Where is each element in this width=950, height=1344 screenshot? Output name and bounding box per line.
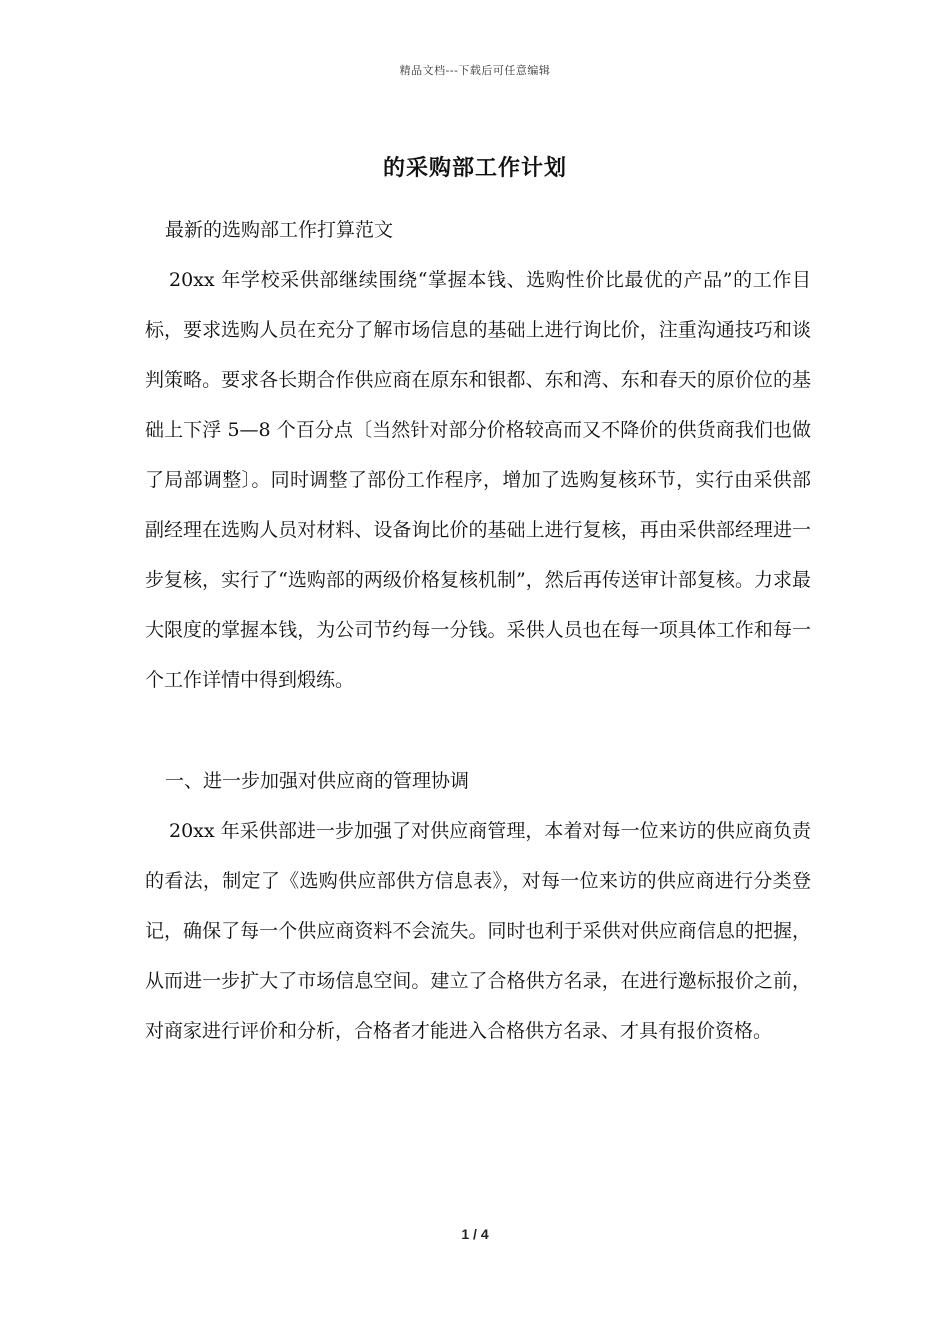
- page-number: 1 / 4: [461, 1226, 489, 1242]
- body-paragraph: 20xx 年采供部进一步加强了对供应商管理，本着对每一位来访的供应商负责的看法，制定了《选购供应部供方信息表》，对每一位来访的供应商进行分类登记，确保了每一个供应商资料不会流失。同时也利于采供对供应商信息的把握，从而进一步扩大了市场信息空间。建立了合格供方名录，在进行邀标报价之前，对商家进行评价和分析，合格者才能进入合格供方名录、才具有报价资格。: [145, 820, 811, 1042]
- document-title: 的采购部工作计划: [382, 155, 567, 181]
- header-note: 精品文档---下载后可任意编辑: [399, 64, 551, 77]
- paragraph-spacer: [145, 705, 811, 756]
- document-subtitle: 最新的选购部工作打算范文: [165, 219, 394, 241]
- section-heading: 一、进一步加强对供应商的管理协调: [165, 770, 470, 792]
- body-paragraph: 20xx 年学校采供部继续围绕“掌握本钱、选购性价比最优的产品”的工作目标，要求选购人员在充分了解市场信息的基础上进行询比价，注重沟通技巧和谈判策略。要求各长期合作供应商在原东和银都、东和湾、东和春天的原价位的基础上下浮 5—8 个百分点〔当然针对部分价格较高而又不降价的供货商我们也做了局部调整〕。同时调整了部份工作程序，增加了选购复核环节，实行由采供部副经理在选购人员对材料、设备询比价的基础上进行复核，再由采供部经理进一步复核，实行了“选购部的两级价格复核机制”，然后再传送审计部复核。力求最大限度的掌握本钱，为公司节约每一分钱。采供人员也在每一项具体工作和每一个工作详情中得到煅练。: [145, 269, 811, 691]
- document-body: [145, 205, 811, 1056]
